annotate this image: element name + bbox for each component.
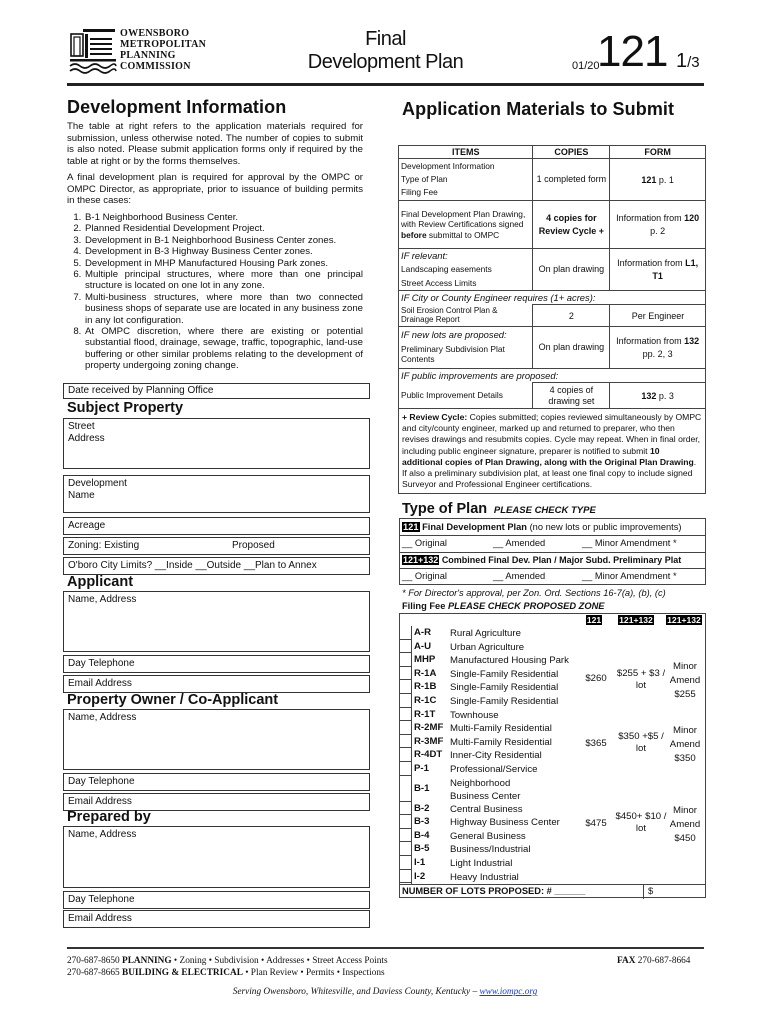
fee-g2-combined: $350 +$5 / lot: [618, 731, 664, 754]
zone-checkbox[interactable]: [400, 748, 412, 762]
zone-code: B-2: [414, 802, 430, 814]
tag-121-132: 121+132: [403, 555, 439, 565]
opt1-choices[interactable]: __ Original __ Amended __ Minor Amendment *: [402, 538, 677, 548]
owner-email-field[interactable]: Email Address: [63, 793, 370, 811]
zone-checkbox[interactable]: [400, 776, 412, 802]
footer-building: 270-687-8665 BUILDING & ELECTRICAL • Plan Review • Permits • Inspections: [67, 968, 385, 978]
dev-info-para1: The table at right refers to the application materials required for submission, unless otherwise noted. The number of copies to submit is also noted. Please submit application forms only if required by the table at right or by the forms themselves.: [67, 121, 363, 167]
table-row: Public Improvement Details 4 copies of drawing set 132 p. 3: [399, 383, 706, 409]
materials-heading: Application Materials to Submit: [402, 99, 675, 119]
city-limits-field[interactable]: O'boro City Limits? __Inside __Outside __Plan to Annex: [63, 557, 370, 575]
preparer-email-field[interactable]: Email Address: [63, 910, 370, 928]
fee-g3: $475: [585, 818, 607, 829]
zone-checkbox[interactable]: [400, 694, 412, 708]
owner-phone-field[interactable]: Day Telephone: [63, 773, 370, 791]
zone-name: Heavy Industrial: [450, 871, 519, 883]
footer-fax: FAX 270-687-8664: [617, 956, 691, 966]
r4-form: Per Engineer: [631, 311, 685, 321]
table-header-row: [399, 146, 706, 159]
table-row: Soil Erosion Control Plan & Drainage Report 2: [399, 305, 706, 327]
col-items: ITEMS: [399, 146, 533, 159]
table-row: [399, 409, 706, 494]
zone-checkbox[interactable]: [400, 829, 412, 843]
applicant-name-address-field[interactable]: Name, Address: [63, 591, 370, 652]
street-address-field[interactable]: Street Address: [63, 418, 370, 469]
ompc-logo: [69, 28, 117, 74]
zone-code: R-2MF: [414, 722, 444, 734]
zone-checkbox[interactable]: [400, 802, 412, 816]
zone-code: B-3: [414, 816, 430, 828]
zone-name: Single-Family Residential: [450, 668, 559, 680]
tag-121: 121: [403, 522, 419, 532]
col-form: FORM: [610, 146, 706, 159]
filing-fee-heading: Filing Fee PLEASE CHECK PROPOSED ZONE: [402, 601, 605, 611]
zone-code: R-1B: [414, 681, 437, 693]
prepared-by-heading: Prepared by: [67, 809, 151, 825]
footer-planning: 270-687-8650 PLANNING • Zoning • Subdivision • Addresses • Street Access Points: [67, 956, 388, 966]
zoning-field[interactable]: Zoning: Existing Proposed: [63, 537, 370, 555]
zone-name: Townhouse: [450, 709, 499, 721]
zone-checkbox[interactable]: [400, 667, 412, 681]
zone-checkbox[interactable]: [400, 735, 412, 749]
applicant-heading: Applicant: [67, 574, 134, 590]
zone-checkbox[interactable]: [400, 815, 412, 829]
dev-info-heading: Development Information: [67, 97, 287, 117]
opt2-choices[interactable]: __ Original __ Amended __ Minor Amendment *: [402, 571, 677, 581]
fee-g2-minor: Minor Amend $350: [669, 725, 701, 764]
table-row: Development Information Type of Plan Filing Fee 1 completed form 121 p. 1: [399, 159, 706, 201]
fee-g1: $260: [585, 673, 607, 684]
list-item: 3. Development in B-1 Neighborhood Business Center zones.: [84, 235, 363, 246]
table-row: IF public improvements are proposed:: [399, 369, 706, 383]
zone-checkbox[interactable]: [400, 842, 412, 856]
form-number: 121: [597, 27, 668, 76]
zone-checkbox[interactable]: [400, 870, 412, 884]
zone-code: R-1A: [414, 667, 437, 679]
zone-code: MHP: [414, 654, 436, 666]
fee-g1-minor: Minor Amend $255: [669, 661, 701, 700]
zone-checkbox[interactable]: [400, 721, 412, 735]
zone-name: Single-Family Residential: [450, 696, 559, 707]
date-received-field[interactable]: Date received by Planning Office: [63, 383, 370, 399]
fee-g2: $365: [585, 738, 607, 749]
zone-name: Light Industrial: [450, 858, 513, 869]
fee-g3-minor: Minor Amend $450: [669, 805, 701, 844]
fee-g3-combined: $450+ $10 / lot: [615, 811, 667, 834]
applicant-email-field[interactable]: Email Address: [63, 675, 370, 693]
type-of-plan-box: 121 Final Development Plan (no new lots or public improvements) __ Original __ Amended __ Minor Amendment * 121+132 Combined Final Dev. Plan / Major Subd. Preliminary Plat __ Original __ Amended __ Minor Amendment *: [399, 518, 706, 585]
zone-code: B-4: [414, 829, 430, 841]
zone-name: Manufactured Housing Park: [450, 655, 569, 667]
zone-name: General Business: [450, 830, 526, 842]
subject-property-heading: Subject Property: [67, 400, 184, 416]
zone-code: I-2: [414, 870, 426, 882]
zone-name: Central Business: [450, 803, 523, 815]
preparer-name-address-field[interactable]: Name, Address: [63, 826, 370, 888]
list-item: 4. Development in B-3 Highway Business Center zones.: [84, 246, 363, 257]
zone-code: P-1: [414, 763, 429, 774]
footer-serving: Serving Owensboro, Whitesville, and Daviess County, Kentucky – www.iompc.org: [232, 987, 538, 997]
lots-fee-field[interactable]: $: [648, 886, 654, 896]
zone-name: Rural Agriculture: [450, 628, 521, 639]
fee-g1-combined: $255 + $3 / lot: [616, 668, 666, 691]
footer-rule: [67, 947, 704, 949]
list-item: 2. Planned Residential Development Project.: [84, 223, 363, 234]
zone-code: I-1: [414, 857, 426, 868]
development-name-field[interactable]: Development Name: [63, 475, 370, 513]
header-rule: [67, 83, 704, 86]
table-row: IF new lots are proposed: Preliminary Subdivision Plat Contents On plan drawing Information from 132 pp. 2, 3: [399, 327, 706, 369]
list-item: 8. At OMPC discretion, where there are existing or potential substantial flood, drainage, sewage, traffic, topographic, land-use buffering or other similar problems relating to the development of property undergoing zoning change.: [84, 326, 363, 372]
zone-name: Multi-Family Residential: [450, 736, 552, 748]
zone-checkbox[interactable]: [400, 708, 412, 722]
owner-heading: Property Owner / Co-Applicant: [67, 692, 279, 708]
dev-info-para2: A final development plan is required for approval by the OMPC or OMPC Director, as appropriate, prior to issuance of building permits in these cases:: [67, 172, 363, 207]
table-row: Final Development Plan Drawing, with Review Certifications signed before submittal to OMPC 4 copies for Review Cycle + Information from 120 p. 2: [399, 201, 706, 249]
list-item: 6. Multiple principal structures, where more than one principal structure is located on one lot in any zone.: [84, 269, 363, 292]
zone-name: Professional/Service: [450, 764, 538, 775]
zone-code: A-R: [414, 627, 432, 638]
acreage-field[interactable]: Acreage: [63, 517, 370, 535]
zone-code: R-1C: [414, 695, 437, 706]
zone-name: Highway Business Center: [450, 817, 560, 829]
page-number: 1/3: [676, 50, 700, 72]
zone-code: R-3MF: [414, 735, 444, 747]
zone-checkbox[interactable]: [400, 626, 412, 640]
zone-code: B-5: [414, 843, 430, 855]
zone-code: R-4DT: [414, 749, 443, 761]
cases-list: [67, 212, 363, 372]
zone-name: Single-Family Residential: [450, 682, 559, 694]
form-title: Final Development Plan: [307, 28, 464, 73]
zone-checkbox[interactable]: [400, 680, 412, 694]
zone-checkbox[interactable]: [400, 653, 412, 667]
list-item: 5. Development in MHP Manufactured Housing Park zones.: [84, 258, 363, 269]
director-footnote: * For Director's approval, per Zon. Ord. Sections 16-7(a), (b), (c): [402, 588, 666, 598]
zone-code: B-1: [414, 782, 430, 794]
zone-name: Urban Agriculture: [450, 641, 525, 653]
table-row: IF relevant: Landscaping easements Street Access Limits On plan drawing Information from L1, T1: [399, 249, 706, 291]
zone-checkbox[interactable]: [400, 856, 412, 870]
zone-name: Multi-Family Residential: [450, 723, 552, 735]
list-item: 7. Multi-business structures, where more than two connected business shops of separate use are located in any business zone in any lot configuration.: [84, 292, 363, 326]
zone-name: Inner-City Residential: [450, 750, 542, 762]
type-of-plan-heading: Type of Plan PLEASE CHECK TYPE: [402, 501, 596, 517]
zone-code: A-U: [414, 640, 432, 652]
lots-proposed-field[interactable]: NUMBER OF LOTS PROPOSED: # ______: [402, 886, 586, 896]
website-link[interactable]: www.iompc.org: [479, 987, 538, 997]
owner-name-address-field[interactable]: Name, Address: [63, 709, 370, 770]
zone-code: R-1T: [414, 708, 436, 720]
list-item: 1. B-1 Neighborhood Business Center.: [84, 212, 363, 223]
zone-checkbox[interactable]: [400, 640, 412, 654]
preparer-phone-field[interactable]: Day Telephone: [63, 891, 370, 909]
filing-fee-box: 121 121+132 121+132 A-R Rural Agriculture A-U Urban Agriculture MHP Manufactured Housing Park R-1A Single-Family Residential R-1B Single-Family Residential R-1C Single-Family Residential R-1T Townhouse R-2MF Multi-Family Residential R-3MF Multi-Family Residential R-4DT Inner-City Residential P-1 Professional/Service B-1 Neighborhood Business Center B-2 Central Business B-3 Highway Business Center B-4 General Business B-5 Business/Industrial I-1 Light Industrial I-2 Heavy Industrial $260 $255 + $3 / lot Minor Amend $255 $365 $350 +$5 / lot Minor Amend $350 $475 $450+ $10 / lot Minor Amend $450 NUMBER OF LOTS PROPOSED: # ______ $: [399, 613, 706, 898]
col-copies: COPIES: [533, 146, 610, 159]
applicant-phone-field[interactable]: Day Telephone: [63, 655, 370, 673]
zone-name: Business/Industrial: [450, 844, 531, 856]
zone-name: Neighborhood Business Center: [450, 777, 521, 802]
zone-checkbox[interactable]: [400, 762, 412, 776]
table-row: IF City or County Engineer requires (1+ acres):: [399, 291, 706, 305]
form-date: 01/20: [572, 60, 600, 72]
org-name: OWENSBORO METROPOLITAN PLANNING COMMISSION: [120, 28, 207, 72]
review-cycle-note: + Review Cycle: Copies submitted; copies reviewed simultaneously by OMPC and city/county engineer, marked up and returned to preparer, who then revises drawings and resubmits copies. Cycle may repeat. When in final order, including public engineer signature, preparer is notified to submit 10 additional copies of Plan Drawing, along with the Original Plan Drawing. If also a preliminary subdivision plat, at least one final copy to include signed Surveyor and Professional Engineer certifications.: [399, 409, 706, 494]
